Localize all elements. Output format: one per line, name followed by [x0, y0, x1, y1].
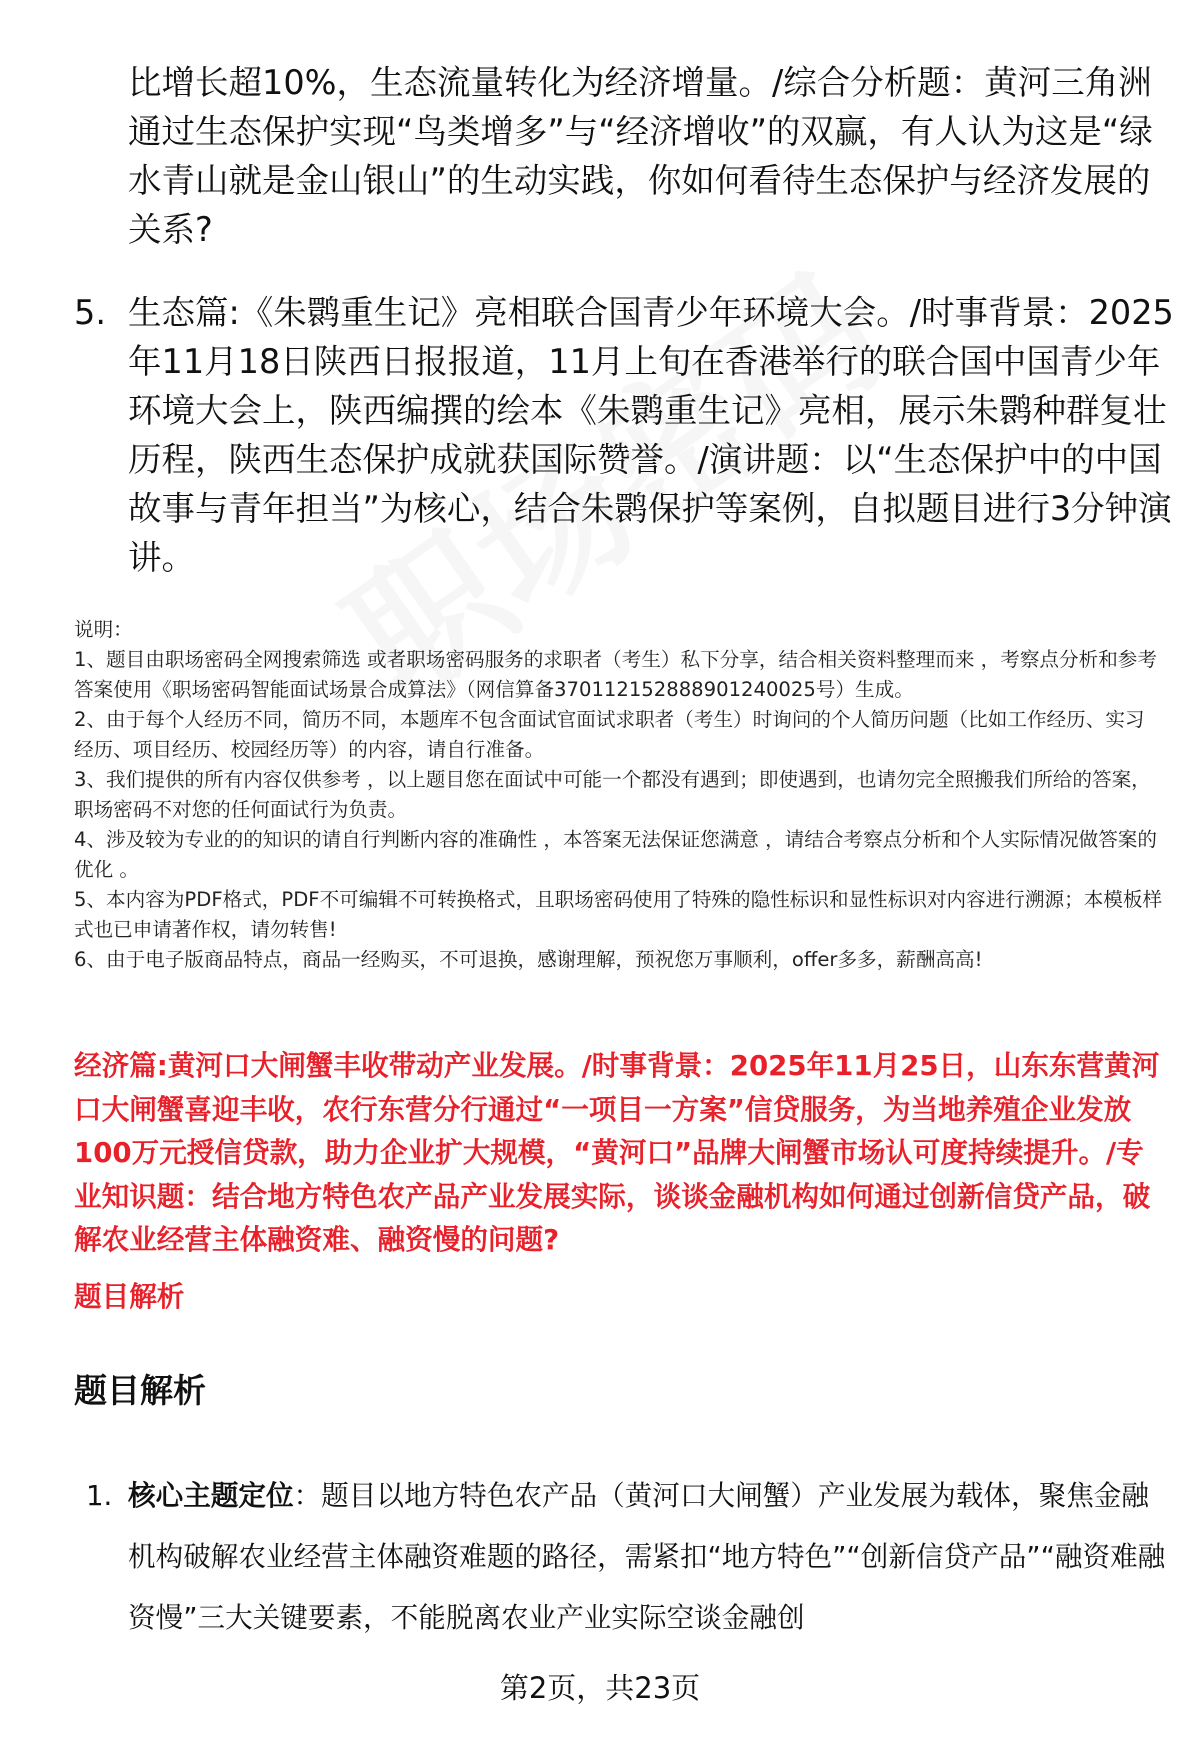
section-title: 题目解析 — [74, 1371, 206, 1410]
question-5 — [74, 288, 1174, 582]
analysis-item — [86, 1465, 1176, 1648]
note-item: 3、我们提供的所有内容仅供参考 ，以上题目您在面试中可能一个都没有遇到；即使遇到，也请勿完全照搬我们所给的答案，职场密码不对您的任何面试行为负责。 — [74, 768, 1151, 821]
analysis-item-body: ：题目以地方特色农产品（黄河口大闸蟹）产业发展为载体，聚焦金融机构破解农业经营主体融资难题的路径，需紧扣“地方特色”“创新信贷产品”“融资难融资慢”三大关键要素，不能脱离农业产业实际空谈金融创 — [128, 1479, 1166, 1634]
notes-section — [74, 615, 1164, 975]
note-item: 5、本内容为PDF格式，PDF不可编辑不可转换格式，且职场密码使用了特殊的隐性标识和显性标识对内容进行溯源；本模板样式也已申请著作权，请勿转售! — [74, 888, 1163, 941]
page-footer: 第2页，共23页 — [499, 1671, 701, 1705]
analysis-item-number: 1. — [86, 1479, 113, 1512]
analysis-item-text — [128, 1465, 1173, 1648]
continuation-paragraph: 比增长超10%，生态流量转化为经济增量。/综合分析题：黄河三角洲通过生态保护实现“鸟类增多”与“经济增收”的双赢，有人认为这是“绿水青山就是金山银山”的生动实践，你如何看待生态保护与经济发展的关系? — [128, 63, 1153, 249]
notes-title: 说明： — [74, 618, 133, 641]
note-item: 4、涉及较为专业的的知识的请自行判断内容的准确性 ，本答案无法保证您满意 ，请结合考察点分析和个人实际情况做答案的优化 。 — [74, 828, 1157, 881]
question-number: 5. — [74, 293, 106, 332]
analysis-item-label: 核心主题定位 — [128, 1479, 294, 1512]
note-item: 6、由于电子版商品特点，商品一经购买，不可退换，感谢理解，预祝您万事顺利，offer多多，薪酬高高! — [74, 948, 983, 971]
red-question: 经济篇:黄河口大闸蟹丰收带动产业发展。/时事背景：2025年11月25日，山东东营黄河口大闸蟹喜迎丰收，农行东营分行通过“一项目一方案”信贷服务，为当地养殖企业发放100万元授信贷款，助力企业扩大规模，“黄河口”品牌大闸蟹市场认可度持续提升。/专业知识题：结合地方特色农产品产业发展实际，谈谈金融机构如何通过创新信贷产品，破解农业经营主体融资难、融资慢的问题? — [74, 1049, 1160, 1256]
note-item: 2、由于每个人经历不同，简历不同，本题库不包含面试官面试求职者（考生）时询问的个人简历问题（比如工作经历、实习经历、项目经历、校园经历等）的内容，请自行准备。 — [74, 708, 1145, 761]
red-subheading: 题目解析 — [74, 1280, 185, 1313]
note-item: 1、题目由职场密码全网搜索筛选 或者职场密码服务的求职者（考生）私下分享，结合相关资料整理而来 ，考察点分析和参考答案使用《职场密码智能面试场景合成算法》（网信算备370112152888901240025号）生成。 — [74, 648, 1157, 701]
question-text: 生态篇:《朱鹮重生记》亮相联合国青少年环境大会。/时事背景：2025年11月18日陕西日报报道，11月上旬在香港举行的联合国中国青少年环境大会上，陕西编撰的绘本《朱鹮重生记》亮相，展示朱鹮种群复壮历程，陕西生态保护成就获国际赞誉。/演讲题：以“生态保护中的中国故事与青年担当”为核心，结合朱鹮保护等案例，自拟题目进行3分钟演讲。 — [128, 293, 1174, 577]
